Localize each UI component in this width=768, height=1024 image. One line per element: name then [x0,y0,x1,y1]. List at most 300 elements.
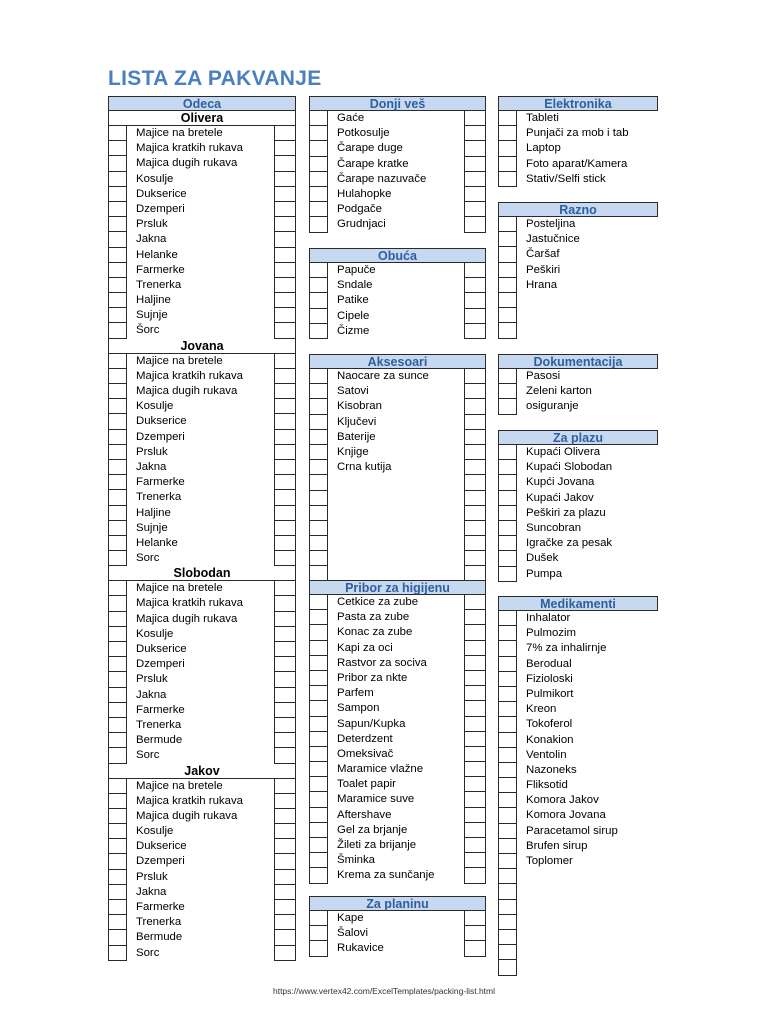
checkbox[interactable] [464,717,486,732]
checkbox[interactable] [108,460,127,475]
checkbox[interactable] [309,369,328,384]
checkbox[interactable] [274,596,296,611]
checkbox[interactable] [309,868,328,883]
checkbox[interactable] [464,278,486,293]
item-label: Patike [337,294,369,307]
checkbox[interactable] [464,384,486,399]
checkbox[interactable] [274,733,296,748]
list-item [309,157,486,172]
item-label: Knjige [337,445,369,458]
checkbox[interactable] [464,926,486,941]
checkbox[interactable] [274,536,296,551]
checkbox[interactable] [108,369,127,384]
checkbox[interactable] [108,688,127,703]
checkbox[interactable] [274,915,296,930]
checkbox[interactable] [309,911,328,926]
checkbox[interactable] [274,460,296,475]
checkbox[interactable] [274,930,296,945]
section-header-pribor-za-higijenu: Pribor za higijenu [309,580,486,595]
person-name-jakov: Jakov [108,764,296,779]
checkbox[interactable] [274,490,296,505]
checkbox[interactable] [274,172,296,187]
item-label: Satovi [337,385,369,398]
item-label: Kape [337,912,364,924]
checkbox[interactable] [309,792,328,807]
checkbox[interactable] [108,946,127,961]
checkbox[interactable] [464,475,486,490]
checkbox[interactable] [274,445,296,460]
checkbox[interactable] [309,941,328,956]
checkbox[interactable] [464,823,486,838]
checkbox[interactable] [108,718,127,733]
checkbox[interactable] [498,854,517,869]
checkbox[interactable] [498,626,517,641]
checkbox[interactable] [108,156,127,171]
checkbox[interactable] [498,369,517,384]
checkbox[interactable] [498,915,517,930]
checkbox[interactable] [108,384,127,399]
checkbox[interactable] [274,278,296,293]
checkbox[interactable] [309,202,328,217]
checkbox[interactable] [464,460,486,475]
item-label: Stativ/Selfi stick [526,172,606,185]
checkbox[interactable] [464,747,486,762]
checkbox[interactable] [274,870,296,885]
checkbox[interactable] [309,536,328,551]
checkbox[interactable] [464,853,486,868]
checkbox[interactable] [108,748,127,763]
item-label [517,945,658,960]
checkbox[interactable] [309,701,328,716]
checkbox[interactable] [498,111,517,126]
checkbox[interactable] [274,581,296,596]
checkbox[interactable] [309,324,328,339]
checkbox[interactable] [274,824,296,839]
checkbox[interactable] [108,612,127,627]
checkbox[interactable] [464,111,486,126]
checkbox[interactable] [309,460,328,475]
checkbox[interactable] [274,718,296,733]
checkbox[interactable] [274,430,296,445]
checkbox[interactable] [309,384,328,399]
checkbox[interactable] [498,778,517,793]
list-item [108,521,296,536]
checkbox[interactable] [274,384,296,399]
checkbox[interactable] [498,521,517,536]
checkbox[interactable] [309,808,328,823]
checkbox[interactable] [498,263,517,278]
checkbox[interactable] [464,671,486,686]
checkbox[interactable] [498,293,517,308]
checkbox[interactable] [498,641,517,656]
item-label: Kupći Jovana [526,476,595,489]
checkbox[interactable] [498,657,517,672]
checkbox[interactable] [108,308,127,323]
checkbox[interactable] [108,642,127,657]
checkbox[interactable] [309,263,328,278]
checkbox[interactable] [274,232,296,247]
checkbox[interactable] [108,900,127,915]
checkbox[interactable] [309,625,328,640]
checkbox[interactable] [498,687,517,702]
item-label: Podgače [337,203,382,216]
checkbox[interactable] [464,521,486,536]
checkbox[interactable] [464,263,486,278]
checkbox[interactable] [464,506,486,521]
list-item [309,941,486,956]
checkbox[interactable] [274,308,296,323]
checkbox[interactable] [108,854,127,869]
checkbox[interactable] [464,293,486,308]
item-label: Farmerke [136,703,185,716]
checkbox[interactable] [309,217,328,232]
checkbox[interactable] [309,172,328,187]
list-item [309,309,486,324]
list-item [498,491,658,506]
section-header-aksesoari: Aksesoari [309,354,486,369]
checkbox[interactable] [108,627,127,642]
checkbox[interactable] [108,278,127,293]
checkbox[interactable] [498,808,517,823]
checkbox[interactable] [274,642,296,657]
checkbox[interactable] [274,414,296,429]
list-item [108,627,296,642]
checkbox[interactable] [274,794,296,809]
checkbox[interactable] [309,445,328,460]
checkbox[interactable] [498,157,517,172]
checkbox[interactable] [498,839,517,854]
checkbox[interactable] [108,930,127,945]
checkbox[interactable] [274,657,296,672]
checkbox[interactable] [464,732,486,747]
checkbox[interactable] [274,703,296,718]
checkbox[interactable] [274,354,296,369]
checkbox[interactable] [108,172,127,187]
checkbox[interactable] [108,445,127,460]
checkbox[interactable] [108,248,127,263]
checkbox[interactable] [108,596,127,611]
checkbox[interactable] [498,384,517,399]
checkbox[interactable] [498,763,517,778]
list-item [108,946,296,961]
checkbox[interactable] [464,911,486,926]
checkbox[interactable] [498,506,517,521]
item-label: Majica kratkih rukava [136,597,243,610]
checkbox[interactable] [464,762,486,777]
checkbox[interactable] [108,915,127,930]
item-label [328,475,464,490]
checkbox[interactable] [464,157,486,172]
section-header-medikamenti: Medikamenti [498,596,658,611]
checkbox[interactable] [498,308,517,323]
list-item [309,747,486,762]
checkbox[interactable] [498,884,517,899]
checkbox[interactable] [108,430,127,445]
checkbox[interactable] [108,536,127,551]
checkbox[interactable] [464,792,486,807]
checkbox[interactable] [108,521,127,536]
checkbox[interactable] [464,369,486,384]
checkbox[interactable] [274,551,296,566]
checkbox[interactable] [498,232,517,247]
item-label: Jakna [136,885,167,898]
checkbox[interactable] [108,581,127,596]
checkbox[interactable] [464,838,486,853]
checkbox[interactable] [108,779,127,794]
checkbox[interactable] [108,187,127,202]
checkbox[interactable] [498,445,517,460]
checkbox[interactable] [498,536,517,551]
checkbox[interactable] [274,672,296,687]
checkbox[interactable] [464,187,486,202]
list-item [309,126,486,141]
item-label: Majica dugih rukava [136,809,238,822]
checkbox[interactable] [498,748,517,763]
checkbox[interactable] [274,202,296,217]
checkbox[interactable] [274,748,296,763]
list-item [108,718,296,733]
checkbox[interactable] [108,824,127,839]
checkbox[interactable] [498,399,517,414]
checkbox[interactable] [464,445,486,460]
checkbox[interactable] [274,809,296,824]
item-label: Cipele [337,309,370,322]
checkbox[interactable] [464,491,486,506]
checkbox[interactable] [108,293,127,308]
item-label: Majice na bretele [136,127,223,139]
checkbox[interactable] [309,595,328,610]
checkbox[interactable] [108,794,127,809]
checkbox[interactable] [309,641,328,656]
checkbox[interactable] [274,156,296,171]
checkbox[interactable] [309,475,328,490]
item-label [328,551,464,566]
checkbox[interactable] [498,611,517,626]
list-item [309,506,486,521]
checkbox[interactable] [498,945,517,960]
checkbox[interactable] [309,656,328,671]
checkbox[interactable] [498,793,517,808]
checkbox[interactable] [274,475,296,490]
checkbox[interactable] [498,278,517,293]
checkbox[interactable] [108,475,127,490]
checkbox[interactable] [309,309,328,324]
checkbox[interactable] [274,854,296,869]
checkbox[interactable] [464,430,486,445]
list-item [309,911,486,926]
checkbox[interactable] [108,399,127,414]
checkbox[interactable] [274,946,296,961]
checkbox[interactable] [498,733,517,748]
checkbox[interactable] [309,141,328,156]
checkbox[interactable] [309,838,328,853]
checkbox[interactable] [108,733,127,748]
checkbox[interactable] [498,491,517,506]
item-label: Majica kratkih rukava [136,142,243,155]
item-label: Farmerke [136,263,185,276]
checkbox[interactable] [274,187,296,202]
checkbox[interactable] [464,686,486,701]
checkbox[interactable] [309,491,328,506]
list-item [309,187,486,202]
checkbox[interactable] [464,415,486,430]
checkbox[interactable] [498,869,517,884]
checkbox[interactable] [309,551,328,566]
checkbox[interactable] [464,126,486,141]
item-label: Ventolin [526,748,567,761]
checkbox[interactable] [274,217,296,232]
checkbox[interactable] [498,460,517,475]
item-label: Sapun/Kupka [337,717,406,730]
checkbox[interactable] [464,595,486,610]
checkbox[interactable] [309,777,328,792]
checkbox[interactable] [108,870,127,885]
checkbox[interactable] [464,309,486,324]
checkbox[interactable] [309,732,328,747]
checkbox[interactable] [108,232,127,247]
checkbox[interactable] [464,610,486,625]
checkbox[interactable] [498,323,517,338]
checkbox[interactable] [309,686,328,701]
checkbox[interactable] [464,641,486,656]
checkbox[interactable] [309,506,328,521]
checkbox[interactable] [274,521,296,536]
list-item [108,854,296,869]
item-label [517,884,658,899]
checkbox[interactable] [274,506,296,521]
checkbox[interactable] [108,506,127,521]
checkbox[interactable] [464,141,486,156]
list-item [309,430,486,445]
checkbox[interactable] [309,671,328,686]
checkbox[interactable] [108,141,127,156]
checkbox[interactable] [309,126,328,141]
checkbox[interactable] [108,354,127,369]
item-label: Šminka [337,854,375,867]
footer-url[interactable]: https://www.vertex42.com/ExcelTemplates/packing-list.html [272,986,496,996]
checkbox[interactable] [309,111,328,126]
checkbox[interactable] [498,126,517,141]
checkbox[interactable] [498,172,517,187]
checkbox[interactable] [108,703,127,718]
checkbox[interactable] [498,217,517,232]
checkbox[interactable] [464,808,486,823]
checkbox[interactable] [464,701,486,716]
checkbox[interactable] [274,885,296,900]
checkbox[interactable] [274,141,296,156]
checkbox[interactable] [464,324,486,339]
checkbox[interactable] [274,612,296,627]
checkbox[interactable] [108,657,127,672]
checkbox[interactable] [274,627,296,642]
checkbox[interactable] [464,536,486,551]
list-item [309,926,486,941]
checkbox[interactable] [464,777,486,792]
checkbox[interactable] [108,323,127,338]
checkbox[interactable] [309,853,328,868]
checkbox[interactable] [108,263,127,278]
checkbox[interactable] [309,762,328,777]
checkbox[interactable] [464,868,486,883]
checkbox[interactable] [274,126,296,141]
list-item [108,794,296,809]
checkbox[interactable] [309,157,328,172]
list-item [108,278,296,293]
checkbox[interactable] [498,672,517,687]
checkbox[interactable] [498,930,517,945]
checkbox[interactable] [498,717,517,732]
checkbox[interactable] [498,567,517,582]
checkbox[interactable] [108,414,127,429]
checkbox[interactable] [274,248,296,263]
item-label: Helanke [136,248,178,261]
checkbox[interactable] [309,610,328,625]
checkbox[interactable] [309,823,328,838]
checkbox[interactable] [498,475,517,490]
checkbox[interactable] [498,702,517,717]
checkbox[interactable] [274,369,296,384]
checkbox[interactable] [498,141,517,156]
checkbox[interactable] [309,278,328,293]
checkbox[interactable] [464,625,486,640]
checkbox[interactable] [274,293,296,308]
checkbox[interactable] [309,717,328,732]
checkbox[interactable] [309,415,328,430]
list-item [498,278,658,293]
checkbox[interactable] [464,202,486,217]
checkbox[interactable] [274,688,296,703]
checkbox[interactable] [108,809,127,824]
checkbox[interactable] [498,900,517,915]
checkbox[interactable] [498,551,517,566]
checkbox[interactable] [108,202,127,217]
item-label [328,491,464,506]
checkbox[interactable] [309,187,328,202]
item-label: Hulahopke [337,187,392,200]
checkbox[interactable] [108,551,127,566]
checkbox[interactable] [309,926,328,941]
checkbox[interactable] [274,399,296,414]
checkbox[interactable] [309,747,328,762]
checkbox[interactable] [464,217,486,232]
checkbox[interactable] [309,293,328,308]
checkbox[interactable] [274,839,296,854]
checkbox[interactable] [464,941,486,956]
checkbox[interactable] [464,399,486,414]
checkbox[interactable] [108,672,127,687]
checkbox[interactable] [274,263,296,278]
checkbox[interactable] [498,824,517,839]
checkbox[interactable] [309,430,328,445]
checkbox[interactable] [309,521,328,536]
checkbox[interactable] [274,779,296,794]
checkbox[interactable] [464,656,486,671]
checkbox[interactable] [108,839,127,854]
checkbox[interactable] [108,126,127,141]
checkbox[interactable] [498,960,517,975]
item-label: Dukserice [136,415,187,428]
checkbox[interactable] [464,551,486,566]
item-label: Kosulje [136,400,174,413]
checkbox[interactable] [498,247,517,262]
checkbox[interactable] [108,490,127,505]
checkbox[interactable] [274,900,296,915]
checkbox[interactable] [309,399,328,414]
checkbox[interactable] [274,323,296,338]
checkbox[interactable] [108,217,127,232]
checkbox[interactable] [108,885,127,900]
checkbox[interactable] [464,172,486,187]
